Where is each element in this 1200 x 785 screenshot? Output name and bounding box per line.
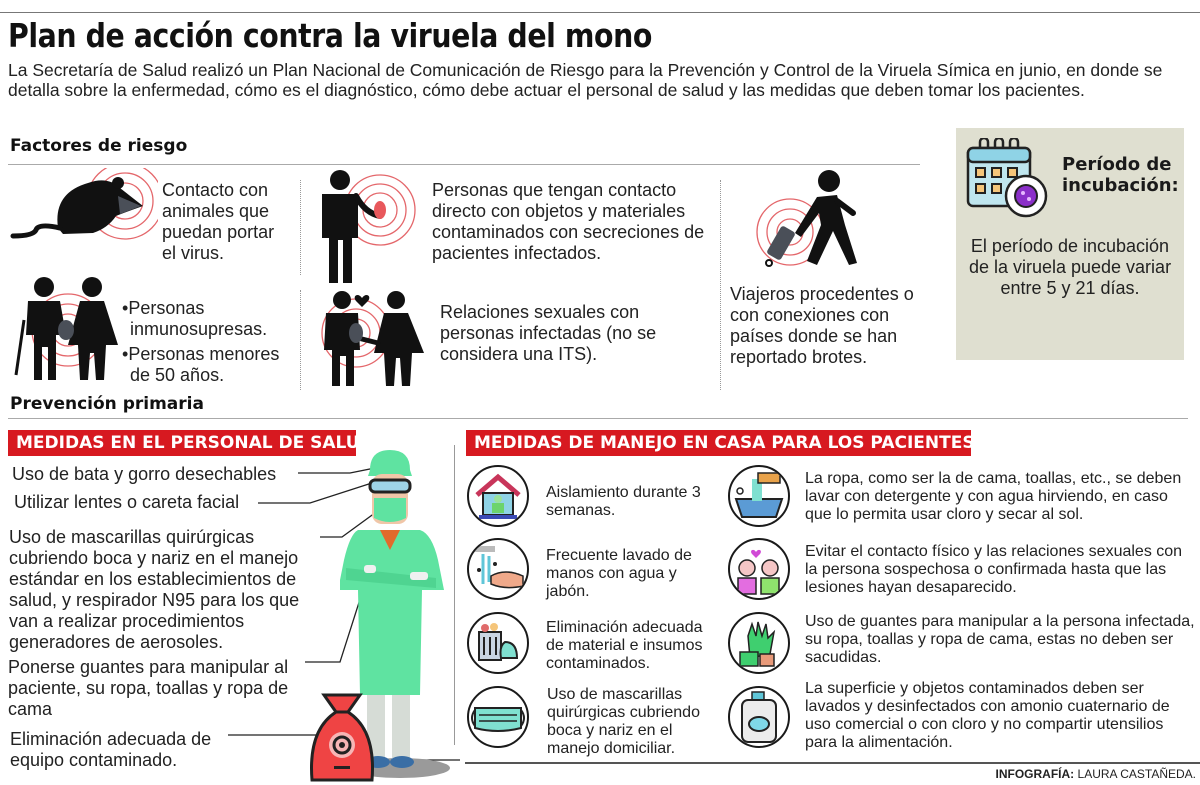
risk-group-item: •Personas menores de 50 años. xyxy=(122,344,280,385)
risk-factors-heading: Factores de riesgo xyxy=(10,136,188,156)
risk-sexual-text: Relaciones sexuales con personas infectadas (no se considera una ITS). xyxy=(440,302,657,364)
laundry-tub-icon xyxy=(728,465,790,527)
disinfectant-bottle-icon xyxy=(728,686,790,748)
risk-groups-list xyxy=(122,298,297,386)
risk-travelers-text: Viajeros procedentes o con conexiones con países donde se han reportado brotes. xyxy=(730,284,914,367)
incubation-title: Período de incubación: xyxy=(1062,154,1179,196)
home-measure-disinfect: La superficie y objetos contaminados deben ser lavados y desinfectados con amonio cuaternario de uso comercial o con cloro y no compartir utensilios para la alimentación. xyxy=(805,680,1170,751)
home-measure-laundry: La ropa, como ser la de cama, toallas, etc., se deben lavar con detergente y con agua hirviendo, en caso que lo permita usar cloro y secar al sol. xyxy=(805,470,1182,523)
surgical-mask-icon xyxy=(467,686,529,748)
home-measures-heading: MEDIDAS DE MANEJO EN CASA PARA LOS PACIENTES xyxy=(466,430,971,456)
traveler-icon xyxy=(745,165,875,275)
intro-paragraph: La Secretaría de Salud realizó un Plan Nacional de Comunicación de Riesgo para la Prevención y Control de la Viruela Símica en junio, en donde se detalla sobre la enfermedad, cómo es el diagnóstico, cómo debe actuar el personal de salud y las medidas que deben tomar los pacientes. xyxy=(8,60,1163,100)
divider xyxy=(300,180,301,275)
column-divider xyxy=(454,445,455,745)
rat-icon xyxy=(8,168,158,248)
trash-bin-icon xyxy=(467,612,529,674)
staff-measure-disposal: Eliminación adecuada de equipo contaminado. xyxy=(10,729,212,770)
staff-measure-mask: Uso de mascarillas quirúrgicas cubriendo boca y nariz en el manejo estándar en los establecimientos de salud, y respirador N95 para los que van a realizar procedimientos generadores de aerosoles. xyxy=(9,527,300,652)
prevention-rule xyxy=(8,418,1188,419)
home-measure-gloves: Uso de guantes para manipular a la persona infectada, su ropa, toallas y ropa de cama, estas no deben ser sacudidas. xyxy=(805,613,1195,666)
calendar-virus-icon xyxy=(966,138,1056,220)
risk-group-item: •Personas inmunosupresas. xyxy=(122,298,268,339)
prevention-heading: Prevención primaria xyxy=(10,394,204,414)
home-measure-disposal: Eliminación adecuada de material e insumos contaminados. xyxy=(546,619,703,672)
person-touching-object-icon xyxy=(310,168,420,286)
footer-rule xyxy=(465,762,1200,764)
home-measure-handwashing: Frecuente lavado de manos con agua y jabón. xyxy=(546,547,692,600)
home-measure-isolation: Aislamiento durante 3 semanas. xyxy=(546,484,701,519)
staff-measures-heading: MEDIDAS EN EL PERSONAL DE SALUD xyxy=(8,430,356,456)
staff-measure-gloves: Ponerse guantes para manipular al paciente, su ropa, toallas y ropa de cama xyxy=(8,657,289,719)
gloves-icon xyxy=(728,612,790,674)
credit: INFOGRAFÍA: LAURA CASTAÑEDA. xyxy=(995,767,1196,781)
risk-animals-text: Contacto con animales que puedan portar el virus. xyxy=(162,180,275,263)
divider xyxy=(300,290,301,390)
home-measure-avoid-contact: Evitar el contacto físico y las relaciones sexuales con la persona sospechosa o confirmada hasta que las lesiones hayan desaparecido. xyxy=(805,543,1183,596)
hand-washing-icon xyxy=(467,538,529,600)
incubation-text: El período de incubación de la viruela puede variar entre 5 y 21 días. xyxy=(968,236,1172,298)
staff-measure-goggles: Utilizar lentes o careta facial xyxy=(14,492,240,512)
biohazard-bag-icon xyxy=(306,690,378,785)
couple-avoid-contact-icon xyxy=(728,538,790,600)
staff-measure-gown: Uso de bata y gorro desechables xyxy=(12,464,277,484)
page-title: Plan de acción contra la viruela del mono xyxy=(8,16,652,55)
home-measure-mask: Uso de mascarillas quirúrgicas cubriendo boca y nariz en el manejo domiciliar. xyxy=(547,686,700,757)
house-isolation-icon xyxy=(467,465,529,527)
top-rule xyxy=(0,12,1200,13)
risk-objects-text: Personas que tengan contacto directo con objetos y materiales contaminados con secreciones de pacientes infectados. xyxy=(432,180,705,263)
couple-heart-icon xyxy=(318,288,433,388)
elderly-couple-icon xyxy=(6,275,121,385)
